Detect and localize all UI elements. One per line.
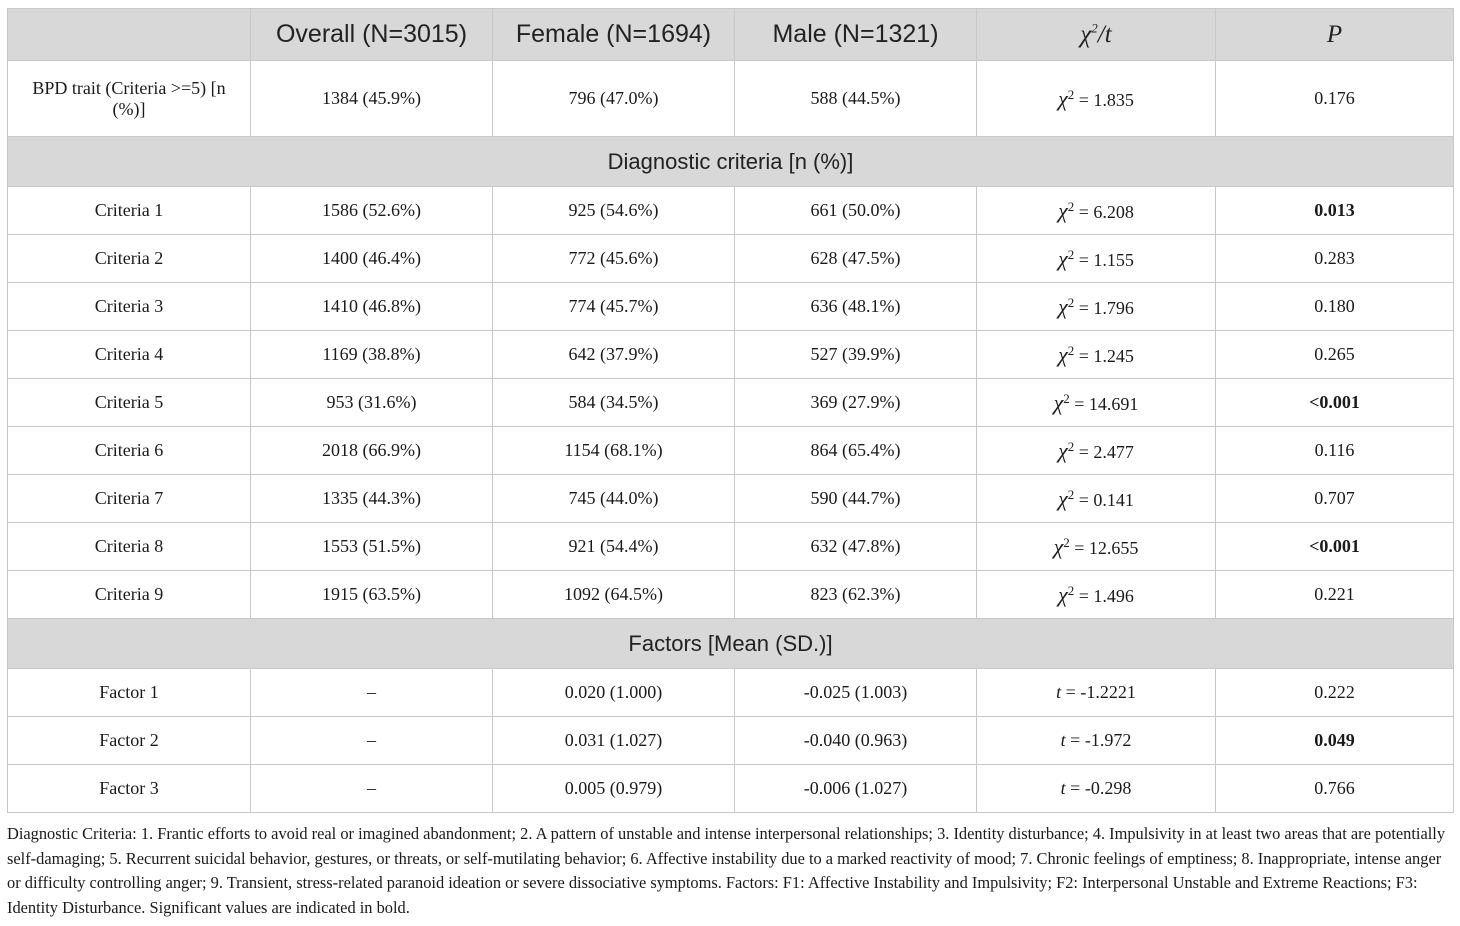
bpd-row <box>8 61 1454 137</box>
row-label: Criteria 8 <box>8 523 251 571</box>
row-overall: 1410 (46.8%) <box>251 283 493 331</box>
row-male: 864 (65.4%) <box>735 427 977 475</box>
table-row <box>8 235 1454 283</box>
row-stat <box>977 331 1216 379</box>
chi-superscript: 2 <box>1067 198 1075 214</box>
row-p: 0.222 <box>1216 669 1454 717</box>
t-symbol: t <box>1060 778 1066 798</box>
chi-superscript: 2 <box>1067 486 1075 502</box>
table-row <box>8 571 1454 619</box>
table-row <box>8 717 1454 765</box>
row-p: <0.001 <box>1216 379 1454 427</box>
chi-superscript: 2 <box>1067 294 1075 310</box>
row-overall: – <box>251 669 493 717</box>
row-p: 0.766 <box>1216 765 1454 813</box>
row-overall: – <box>251 717 493 765</box>
row-stat-value: = 1.155 <box>1078 249 1134 270</box>
row-female: 0.005 (0.979) <box>493 765 735 813</box>
row-stat <box>977 571 1216 619</box>
bpd-stat <box>977 61 1216 137</box>
row-label: Criteria 3 <box>8 283 251 331</box>
row-p: 0.049 <box>1216 717 1454 765</box>
row-p: 0.116 <box>1216 427 1454 475</box>
chi-symbol: χ <box>1053 533 1064 559</box>
bpd-male: 588 (44.5%) <box>735 61 977 137</box>
row-female: 584 (34.5%) <box>493 379 735 427</box>
header-female: Female (N=1694) <box>493 9 735 61</box>
header-stat-rest: /t <box>1097 20 1112 48</box>
row-male: 632 (47.8%) <box>735 523 977 571</box>
row-female: 0.031 (1.027) <box>493 717 735 765</box>
row-male: 823 (62.3%) <box>735 571 977 619</box>
results-table <box>7 8 1454 813</box>
row-stat <box>977 475 1216 523</box>
row-stat-value: = -1.2221 <box>1065 682 1136 702</box>
row-male: -0.006 (1.027) <box>735 765 977 813</box>
header-row <box>8 9 1454 61</box>
chi-symbol: χ <box>1058 245 1068 271</box>
header-stat-symbol: χ <box>1080 20 1092 48</box>
chi-symbol: χ <box>1058 197 1068 223</box>
section-criteria <box>8 137 1454 187</box>
row-female: 1154 (68.1%) <box>493 427 735 475</box>
row-overall: 2018 (66.9%) <box>251 427 493 475</box>
row-stat <box>977 765 1216 813</box>
row-stat-value: = 6.208 <box>1078 201 1134 222</box>
row-stat <box>977 187 1216 235</box>
row-female: 0.020 (1.000) <box>493 669 735 717</box>
row-female: 774 (45.7%) <box>493 283 735 331</box>
header-stat <box>977 9 1216 61</box>
chi-symbol: χ <box>1058 485 1068 511</box>
row-overall: 1169 (38.8%) <box>251 331 493 379</box>
row-stat-value: = 12.655 <box>1074 537 1139 558</box>
row-overall: 1553 (51.5%) <box>251 523 493 571</box>
row-male: 590 (44.7%) <box>735 475 977 523</box>
table-row <box>8 283 1454 331</box>
chi-symbol: χ <box>1058 293 1068 319</box>
row-stat-value: = 0.141 <box>1078 489 1134 510</box>
bpd-p: 0.176 <box>1216 61 1454 137</box>
t-symbol: t <box>1056 682 1062 702</box>
row-stat-value: = 14.691 <box>1074 393 1139 414</box>
row-label: Factor 3 <box>8 765 251 813</box>
section-factors <box>8 619 1454 669</box>
row-stat-value: = -1.972 <box>1070 730 1132 750</box>
header-p: P <box>1216 9 1454 61</box>
header-label <box>8 9 251 61</box>
chi-superscript: 2 <box>1067 582 1075 598</box>
row-stat-value: = 1.796 <box>1078 297 1134 318</box>
bpd-label: BPD trait (Criteria >=5) [n (%)] <box>8 61 251 137</box>
row-stat-value: = 2.477 <box>1078 441 1134 462</box>
table-row <box>8 427 1454 475</box>
row-label: Criteria 5 <box>8 379 251 427</box>
row-label: Criteria 1 <box>8 187 251 235</box>
table-row <box>8 523 1454 571</box>
row-label: Criteria 4 <box>8 331 251 379</box>
table-row <box>8 475 1454 523</box>
row-p: 0.265 <box>1216 331 1454 379</box>
row-female: 925 (54.6%) <box>493 187 735 235</box>
table-row <box>8 331 1454 379</box>
bpd-overall: 1384 (45.9%) <box>251 61 493 137</box>
row-stat <box>977 427 1216 475</box>
row-male: -0.040 (0.963) <box>735 717 977 765</box>
row-female: 642 (37.9%) <box>493 331 735 379</box>
row-stat-value: = 1.245 <box>1078 345 1134 366</box>
row-label: Criteria 9 <box>8 571 251 619</box>
header-overall: Overall (N=3015) <box>251 9 493 61</box>
row-stat <box>977 283 1216 331</box>
bpd-stat-value: = 1.835 <box>1078 89 1134 110</box>
table-row <box>8 669 1454 717</box>
row-male: 369 (27.9%) <box>735 379 977 427</box>
row-stat <box>977 717 1216 765</box>
row-overall: 1400 (46.4%) <box>251 235 493 283</box>
table-footnote: Diagnostic Criteria: 1. Frantic efforts to avoid real or imagined abandonment; 2. A pattern of unstable and intense interpersonal relationships; 3. Identity disturbance; 4. Impulsivity in at least two areas that are potentially self-damaging; 5. Recurrent suicidal behavior, gestures, or threats, or self-mutilating behavior; 6. Affective instability due to a marked reactivity of mood; 7. Chronic feelings of emptiness; 8. Inappropriate, intense anger or difficulty controlling anger; 9. Transient, stress-related paranoid ideation or severe dissociative symptoms. Factors: F1: Affective Instability and Impulsivity; F2: Interpersonal Unstable and Extreme Reactions; F3: Identity Disturbance. Significant values are indicated in bold. <box>7 824 1446 917</box>
row-overall: 1915 (63.5%) <box>251 571 493 619</box>
row-stat <box>977 379 1216 427</box>
t-symbol: t <box>1060 730 1066 750</box>
row-overall: 1586 (52.6%) <box>251 187 493 235</box>
table-row <box>8 765 1454 813</box>
table-row <box>8 379 1454 427</box>
bpd-female: 796 (47.0%) <box>493 61 735 137</box>
row-stat <box>977 523 1216 571</box>
row-male: 527 (39.9%) <box>735 331 977 379</box>
row-stat-value: = 1.496 <box>1078 585 1134 606</box>
row-p: 0.707 <box>1216 475 1454 523</box>
section-factors-title: Factors [Mean (SD.)] <box>8 619 1454 669</box>
chi-superscript: 2 <box>1063 534 1070 550</box>
chi-symbol: χ <box>1058 581 1068 607</box>
row-overall: – <box>251 765 493 813</box>
chi-superscript: 2 <box>1067 438 1075 454</box>
row-male: 636 (48.1%) <box>735 283 977 331</box>
row-male: -0.025 (1.003) <box>735 669 977 717</box>
section-criteria-title: Diagnostic criteria [n (%)] <box>8 137 1454 187</box>
row-female: 772 (45.6%) <box>493 235 735 283</box>
chi-superscript: 2 <box>1067 86 1075 102</box>
chi-superscript: 2 <box>1067 342 1075 358</box>
row-p: <0.001 <box>1216 523 1454 571</box>
chi-symbol: χ <box>1058 85 1068 111</box>
row-p: 0.180 <box>1216 283 1454 331</box>
row-label: Criteria 2 <box>8 235 251 283</box>
row-stat-value: = -0.298 <box>1070 778 1132 798</box>
row-male: 628 (47.5%) <box>735 235 977 283</box>
row-overall: 1335 (44.3%) <box>251 475 493 523</box>
table-row <box>8 187 1454 235</box>
row-female: 921 (54.4%) <box>493 523 735 571</box>
row-p: 0.221 <box>1216 571 1454 619</box>
header-stat-superscript: 2 <box>1091 20 1098 36</box>
chi-superscript: 2 <box>1063 390 1070 406</box>
chi-symbol: χ <box>1053 389 1064 415</box>
row-female: 1092 (64.5%) <box>493 571 735 619</box>
row-label: Criteria 6 <box>8 427 251 475</box>
row-overall: 953 (31.6%) <box>251 379 493 427</box>
chi-symbol: χ <box>1058 341 1068 367</box>
chi-symbol: χ <box>1058 437 1068 463</box>
header-male: Male (N=1321) <box>735 9 977 61</box>
row-stat <box>977 669 1216 717</box>
row-female: 745 (44.0%) <box>493 475 735 523</box>
row-stat <box>977 235 1216 283</box>
row-label: Factor 1 <box>8 669 251 717</box>
row-label: Criteria 7 <box>8 475 251 523</box>
row-label: Factor 2 <box>8 717 251 765</box>
row-male: 661 (50.0%) <box>735 187 977 235</box>
row-p: 0.013 <box>1216 187 1454 235</box>
row-p: 0.283 <box>1216 235 1454 283</box>
chi-superscript: 2 <box>1067 246 1075 262</box>
